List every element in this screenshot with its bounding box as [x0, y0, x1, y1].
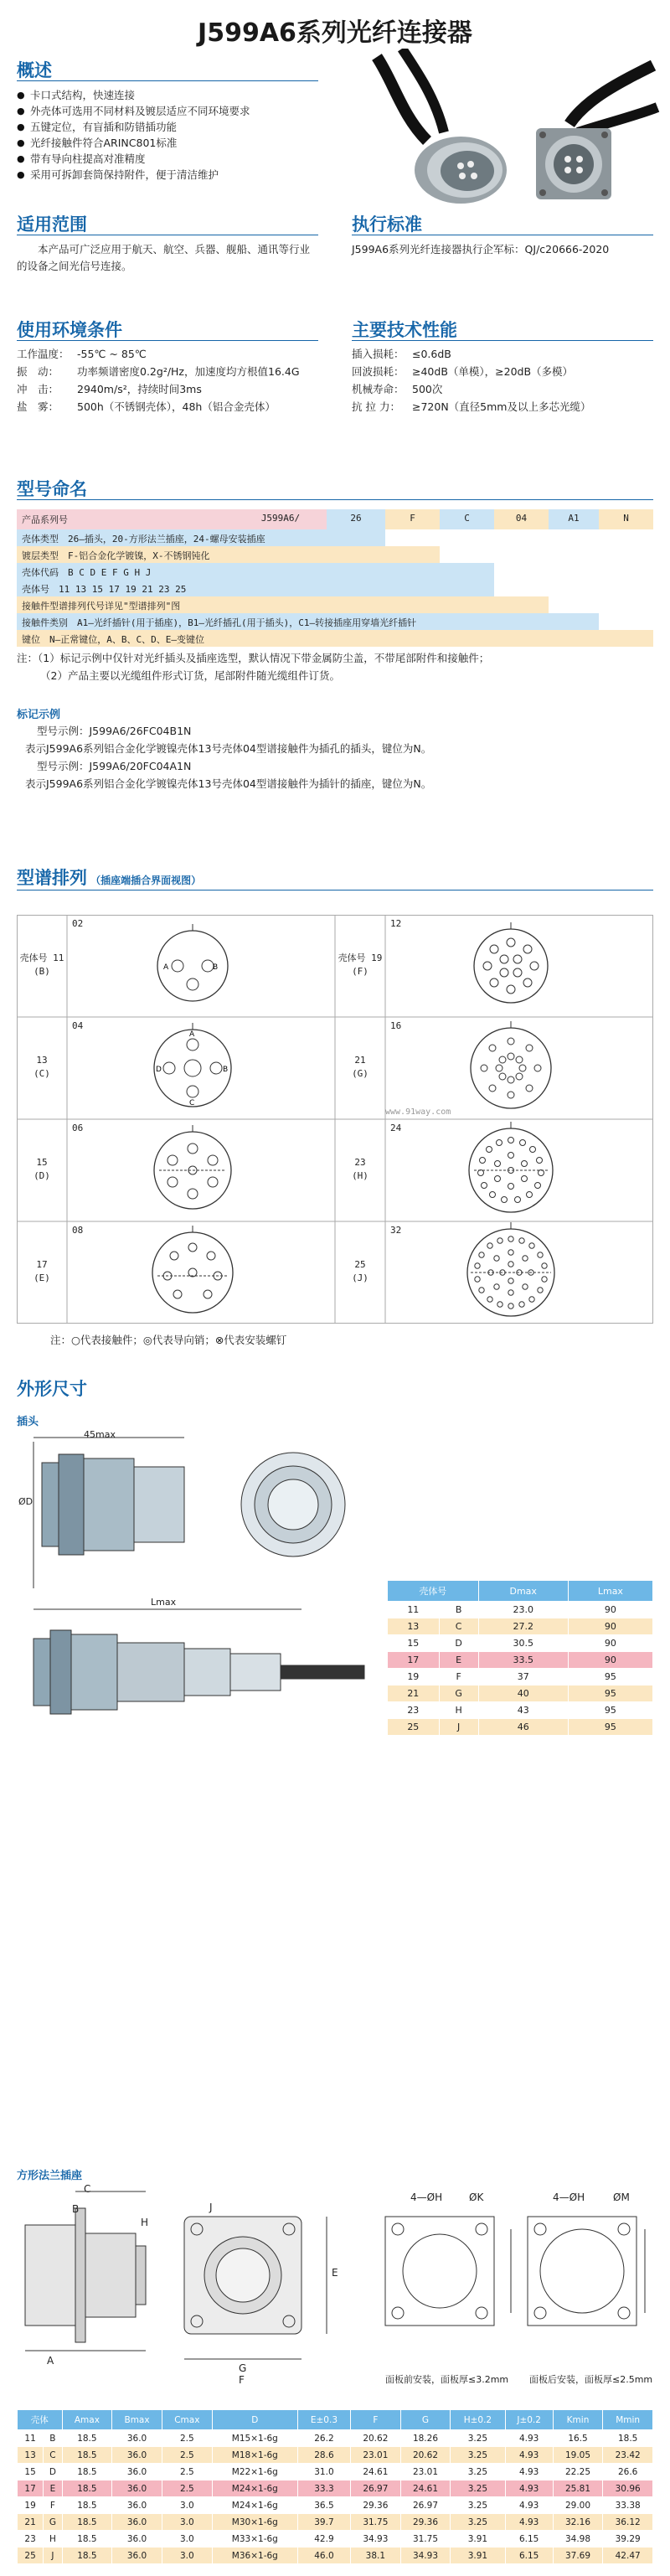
- table-cell: 29.00: [553, 2497, 603, 2514]
- table-cell: H: [44, 2531, 62, 2548]
- table-cell: 29.36: [400, 2514, 451, 2531]
- table-cell: 3.91: [451, 2531, 505, 2548]
- flange-th: F: [351, 2410, 401, 2430]
- overview-bullet: ● 外壳体可选用不同材料及镀层适应不同环境要求: [17, 103, 385, 119]
- table-cell: 31.75: [351, 2514, 401, 2531]
- flange-label-fixhole2: 4—ØH: [553, 2191, 585, 2203]
- spec-value: 500次: [412, 383, 443, 395]
- spec-key: 抗 拉 力：: [352, 400, 400, 413]
- scope-heading: 适用范围: [17, 214, 87, 235]
- env-value: 2940m/s²，持续时间3ms: [77, 383, 202, 395]
- layout-code: 16: [390, 1020, 402, 1031]
- table-cell: 4.93: [505, 2447, 553, 2464]
- flange-front-note: 面板前安装，面板厚≤3.2mm: [385, 2374, 509, 2385]
- table-cell: 36.0: [112, 2531, 162, 2548]
- flange-label-g: G: [239, 2362, 247, 2374]
- table-cell: 20.62: [400, 2447, 451, 2464]
- env-value: 功率频谱密度0.2g²/Hz，加速度均方根值16.4G: [77, 365, 300, 378]
- table-cell: 29.36: [351, 2497, 401, 2514]
- plug-len-label: 45max: [84, 1429, 116, 1440]
- model-header-cell: J599A6/: [234, 509, 327, 529]
- table-cell: 2.5: [162, 2430, 212, 2447]
- plug-table-wrap: [387, 1580, 653, 1736]
- layout-code: 04: [72, 1020, 84, 1031]
- env-key: 盐 雾：: [17, 400, 59, 413]
- table-cell: D: [44, 2464, 62, 2480]
- example-line: 型号示例：J599A6/26FC04B1N: [37, 725, 192, 737]
- overview-rule: [17, 80, 318, 81]
- table-cell: 25: [18, 2548, 44, 2564]
- examples-heading: 标记示例: [17, 709, 61, 721]
- table-cell: 4.93: [505, 2480, 553, 2497]
- flange-label-m: ØM: [613, 2191, 630, 2203]
- table-cell: F: [44, 2497, 62, 2514]
- model-header-cell: A1: [549, 509, 599, 529]
- spec-value: ≤0.6dB: [412, 348, 451, 360]
- table-cell: 18.5: [62, 2430, 112, 2447]
- model-row-label: 壳体代码: [22, 567, 59, 578]
- table-cell: 24.61: [400, 2480, 451, 2497]
- overview-bullet: ● 光纤接触件符合ARINC801标准: [17, 135, 385, 151]
- table-cell: M33×1-6g: [212, 2531, 297, 2548]
- table-cell: 3.91: [451, 2548, 505, 2564]
- layouts-rule: [17, 890, 653, 891]
- table-cell: 3.25: [451, 2480, 505, 2497]
- table-cell: 39.7: [297, 2514, 350, 2531]
- model-header-cell: C: [440, 509, 494, 529]
- table-cell: 38.1: [351, 2548, 401, 2564]
- specs-list: [352, 345, 662, 416]
- model-header-cell: 04: [494, 509, 549, 529]
- env-key: 冲 击：: [17, 383, 59, 395]
- layout-code: 06: [72, 1123, 84, 1133]
- example-line: 表示J599A6系列铝合金化学镀镍壳体13号壳体04型谱接触件为插针的插座，键位为N。: [25, 777, 432, 790]
- table-cell: 28.6: [297, 2447, 350, 2464]
- model-row-text: A1—光纤插针(用于插座)，B1—光纤插孔(用于插头)，C1—转接插座用穿墙光纤插针: [77, 617, 417, 628]
- layout-shell-label: 21 (G): [352, 1055, 368, 1079]
- product-photo: [368, 49, 662, 208]
- table-row: 25 J 46 95: [388, 1719, 653, 1736]
- model-row-text: F-铝合金化学镀镍，X-不锈钢钝化: [68, 550, 210, 561]
- overview-bullet: ● 五键定位，有盲插和防错插功能: [17, 119, 385, 135]
- table-cell: 26.97: [351, 2480, 401, 2497]
- model-row-text: 26—插头，20-方形法兰插座，24-螺母安装插座: [68, 534, 265, 545]
- table-row: 15 D 30.5 90: [388, 1635, 653, 1652]
- flange-label-j: J: [209, 2202, 213, 2213]
- table-cell: 3.25: [451, 2497, 505, 2514]
- svg-text:D: D: [156, 1066, 162, 1074]
- model-row: [17, 580, 494, 596]
- table-cell: 25.81: [553, 2480, 603, 2497]
- layout-code: 08: [72, 1225, 84, 1236]
- table-row: [18, 2514, 653, 2531]
- table-cell: 18.5: [62, 2531, 112, 2548]
- spec-key: 机械寿命：: [352, 383, 405, 395]
- table-cell: M22×1-6g: [212, 2464, 297, 2480]
- layouts-heading: 型谱排列: [17, 868, 87, 888]
- table-cell: 26.2: [297, 2430, 350, 2447]
- table-row: 11 B 23.0 90: [388, 1602, 653, 1618]
- table-cell: 36.5: [297, 2497, 350, 2514]
- table-cell: 22.25: [553, 2464, 603, 2480]
- table-row: 23 H 43 95: [388, 1702, 653, 1719]
- table-cell: M24×1-6g: [212, 2480, 297, 2497]
- table-cell: J: [44, 2548, 62, 2564]
- model-header-cell: F: [385, 509, 440, 529]
- layout-shell-label: 15 (D): [34, 1157, 50, 1181]
- table-cell: 4.93: [505, 2464, 553, 2480]
- table-cell: 17: [18, 2480, 44, 2497]
- env-key: 工作温度：: [17, 348, 70, 360]
- overview-heading: 概述: [17, 60, 52, 80]
- plug-th: 壳体号: [388, 1581, 479, 1602]
- layout-shell-label: 17 (E): [34, 1259, 50, 1283]
- model-row-label: 接触件类别: [22, 617, 68, 628]
- table-cell: 19: [18, 2497, 44, 2514]
- standard-heading: 执行标准: [352, 214, 422, 235]
- table-cell: 26.97: [400, 2497, 451, 2514]
- flange-th: Mmin: [603, 2410, 653, 2430]
- plug-l-label: Lmax: [151, 1597, 177, 1608]
- table-cell: 34.93: [351, 2531, 401, 2548]
- table-cell: M15×1-6g: [212, 2430, 297, 2447]
- layout-code: 12: [390, 918, 402, 929]
- layout-shell-label: 壳体号 19 (F): [338, 952, 383, 977]
- layouts-subheading: （插座端插合界面视图）: [90, 875, 202, 886]
- overview-bullet: ● 卡口式结构，快速连接: [17, 87, 385, 103]
- spec-key: 回波损耗：: [352, 365, 405, 378]
- env-value: -55℃ ~ 85℃: [77, 348, 147, 360]
- model-row-text: N—正常键位，A、B、C、D、E—变键位: [49, 634, 204, 645]
- example-line: 型号示例：J599A6/20FC04A1N: [37, 760, 192, 772]
- table-cell: 36.0: [112, 2514, 162, 2531]
- table-cell: 26.6: [603, 2464, 653, 2480]
- table-row: 13 C 27.2 90: [388, 1618, 653, 1635]
- layout-shell-label: 25 (J): [352, 1259, 368, 1283]
- flange-heading: 方形法兰插座: [17, 2170, 83, 2182]
- spec-value: ≥40dB（单模），≥20dB（多模）: [412, 365, 574, 378]
- table-cell: 16.5: [553, 2430, 603, 2447]
- table-row: [18, 2497, 653, 2514]
- layout-shell-label: 23 (H): [352, 1157, 368, 1181]
- table-cell: 18.26: [400, 2430, 451, 2447]
- table-cell: 3.25: [451, 2464, 505, 2480]
- table-row: 17 E 33.5 90: [388, 1652, 653, 1669]
- overview-list: [17, 87, 385, 183]
- scope-text: 本产品可广泛应用于航天、航空、兵器、舰船、通讯等行业的设备之间光信号连接。: [17, 243, 311, 272]
- table-cell: 23.01: [400, 2464, 451, 2480]
- table-cell: 23.01: [351, 2447, 401, 2464]
- env-key: 振 动：: [17, 365, 59, 378]
- environment-rule: [17, 340, 318, 341]
- flange-th: G: [400, 2410, 451, 2430]
- table-cell: 3.0: [162, 2531, 212, 2548]
- table-cell: 33.38: [603, 2497, 653, 2514]
- model-note: （2）产品主要以光缆组件形式订货，尾部附件随光缆组件订货。: [40, 669, 340, 682]
- flange-th: D: [212, 2410, 297, 2430]
- plug-th: Dmax: [478, 1581, 568, 1602]
- layouts-heading-row: [17, 865, 201, 890]
- model-row: [17, 563, 494, 580]
- flange-label-k: ØK: [469, 2191, 484, 2203]
- table-cell: 36.0: [112, 2447, 162, 2464]
- flange-rear-note: 面板后安装，面板厚≤2.5mm: [529, 2374, 653, 2385]
- layout-code: 24: [390, 1123, 402, 1133]
- table-cell: 30.96: [603, 2480, 653, 2497]
- table-cell: 31.75: [400, 2531, 451, 2548]
- layout-code: 02: [72, 918, 84, 929]
- specs-heading: 主要技术性能: [352, 320, 457, 340]
- overview-bullet: ● 采用可拆卸套筒保持附件，便于清洁维护: [17, 167, 385, 183]
- model-note: 注：（1）标记示例中仅针对光纤插头及插座选型，默认情况下带金属防尘盖，不带尾部附件和接触件；: [17, 652, 490, 664]
- table-cell: 36.0: [112, 2464, 162, 2480]
- table-cell: 31.0: [297, 2464, 350, 2480]
- table-cell: M18×1-6g: [212, 2447, 297, 2464]
- model-row: [17, 546, 440, 563]
- model-header-row: [17, 509, 653, 529]
- spec-value: ≥720N（直径5mm及以上多芯光缆）: [412, 400, 591, 413]
- table-cell: 18.5: [62, 2464, 112, 2480]
- table-row: 19 F 37 95: [388, 1669, 653, 1685]
- table-cell: 18.5: [62, 2497, 112, 2514]
- standard-text: J599A6系列光纤连接器执行企军标：QJ/c20666-2020: [352, 243, 610, 256]
- table-cell: 18.5: [62, 2447, 112, 2464]
- table-cell: 4.93: [505, 2514, 553, 2531]
- example-line: 表示J599A6系列铝合金化学镀镍壳体13号壳体04型谱接触件为插孔的插头，键位为N。: [25, 742, 432, 755]
- table-cell: 42.9: [297, 2531, 350, 2548]
- layout-shell-label: 壳体号 11 (B): [19, 952, 64, 977]
- flange-label-e: E: [332, 2267, 338, 2279]
- model-header-cell: 产品系列号: [17, 509, 234, 529]
- table-cell: 2.5: [162, 2480, 212, 2497]
- layout-code: 32: [390, 1225, 402, 1236]
- table-cell: M36×1-6g: [212, 2548, 297, 2564]
- table-cell: 36.0: [112, 2548, 162, 2564]
- table-cell: 20.62: [351, 2430, 401, 2447]
- table-cell: 2.5: [162, 2464, 212, 2480]
- table-cell: 33.3: [297, 2480, 350, 2497]
- table-cell: 34.93: [400, 2548, 451, 2564]
- table-cell: 6.15: [505, 2548, 553, 2564]
- svg-text:A: A: [189, 1030, 195, 1039]
- table-cell: 36.12: [603, 2514, 653, 2531]
- table-cell: 3.0: [162, 2514, 212, 2531]
- flange-label-fixhole1: 4—ØH: [410, 2191, 443, 2203]
- table-row: [18, 2480, 653, 2497]
- plug-table: [387, 1580, 653, 1736]
- environment-list: [17, 345, 327, 416]
- table-cell: 3.0: [162, 2497, 212, 2514]
- svg-text:A: A: [163, 963, 169, 972]
- flange-label-c: C: [84, 2183, 91, 2195]
- layouts-grid: [17, 915, 653, 1324]
- table-cell: G: [44, 2514, 62, 2531]
- table-cell: E: [44, 2480, 62, 2497]
- plug-heading: 插头: [17, 1416, 39, 1428]
- svg-text:C: C: [189, 1099, 195, 1107]
- svg-text:B: B: [213, 963, 219, 972]
- table-cell: 46.0: [297, 2548, 350, 2564]
- table-cell: 3.0: [162, 2548, 212, 2564]
- layouts-legend: 注：○代表接触件；◎代表导向销；⊗代表安装螺钉: [50, 1334, 287, 1346]
- flange-th: E±0.3: [297, 2410, 350, 2430]
- table-cell: M30×1-6g: [212, 2514, 297, 2531]
- table-cell: 39.29: [603, 2531, 653, 2548]
- table-cell: B: [44, 2430, 62, 2447]
- overview-bullet: ● 带有导向柱提高对准精度: [17, 151, 385, 167]
- table-cell: 18.5: [62, 2514, 112, 2531]
- model-table: [17, 509, 653, 647]
- spec-key: 插入损耗：: [352, 348, 405, 360]
- page-title: J599A6系列光纤连接器: [198, 18, 472, 48]
- model-row-label: 镀层类型: [22, 550, 59, 561]
- flange-table-wrap: [17, 2409, 653, 2564]
- flange-th: Cmax: [162, 2410, 212, 2430]
- layout-shell-label: 13 (C): [34, 1055, 50, 1079]
- table-cell: 32.16: [553, 2514, 603, 2531]
- table-cell: 4.93: [505, 2497, 553, 2514]
- table-cell: 19.05: [553, 2447, 603, 2464]
- table-cell: 36.0: [112, 2430, 162, 2447]
- table-row: [18, 2548, 653, 2564]
- model-header-cell: N: [599, 509, 653, 529]
- model-row: [17, 596, 549, 613]
- table-cell: 3.25: [451, 2430, 505, 2447]
- svg-text:B: B: [223, 1066, 229, 1074]
- table-row: 21 G 40 95: [388, 1685, 653, 1702]
- flange-table: [17, 2409, 653, 2564]
- table-cell: 24.61: [351, 2464, 401, 2480]
- environment-heading: 使用环境条件: [17, 320, 122, 340]
- model-header-cell: 26: [327, 509, 385, 529]
- table-cell: 23.42: [603, 2447, 653, 2464]
- table-cell: 3.25: [451, 2514, 505, 2531]
- plug-th: Lmax: [568, 1581, 652, 1602]
- table-cell: 21: [18, 2514, 44, 2531]
- plug-drawing: [17, 1429, 368, 1747]
- flange-label-h: H: [141, 2217, 149, 2228]
- table-cell: 13: [18, 2447, 44, 2464]
- table-cell: 36.0: [112, 2480, 162, 2497]
- flange-drawing: [17, 2183, 653, 2393]
- flange-th: 壳体: [18, 2410, 63, 2430]
- table-row: [18, 2531, 653, 2548]
- table-cell: C: [44, 2447, 62, 2464]
- flange-label-b: B: [72, 2203, 80, 2215]
- examples-list: [17, 722, 653, 792]
- model-heading: 型号命名: [17, 479, 87, 499]
- model-row: [17, 630, 653, 647]
- table-cell: 34.98: [553, 2531, 603, 2548]
- table-cell: 18.5: [62, 2480, 112, 2497]
- model-row-label: 键位: [22, 634, 40, 645]
- table-cell: 18.5: [603, 2430, 653, 2447]
- flange-th: Amax: [62, 2410, 112, 2430]
- watermark: www.91way.com: [385, 1107, 451, 1117]
- flange-th: Bmax: [112, 2410, 162, 2430]
- table-cell: 3.25: [451, 2447, 505, 2464]
- model-row-label: 壳体号: [22, 584, 49, 595]
- flange-label-a: A: [47, 2355, 54, 2367]
- model-row-label: 壳体类型: [22, 534, 59, 545]
- plug-dia-label: ØD: [18, 1496, 34, 1507]
- table-cell: 23: [18, 2531, 44, 2548]
- table-cell: M24×1-6g: [212, 2497, 297, 2514]
- table-row: [18, 2430, 653, 2447]
- table-cell: 37.69: [553, 2548, 603, 2564]
- specs-rule: [352, 340, 653, 341]
- table-row: [18, 2464, 653, 2480]
- flange-th: J±0.2: [505, 2410, 553, 2430]
- env-value: 500h（不锈钢壳体），48h（铝合金壳体）: [77, 400, 276, 413]
- flange-label-f: F: [239, 2374, 245, 2386]
- flange-th: Kmin: [553, 2410, 603, 2430]
- model-row-text: 11 13 15 17 19 21 23 25: [59, 584, 187, 595]
- table-row: [18, 2447, 653, 2464]
- table-cell: 18.5: [62, 2548, 112, 2564]
- table-cell: 4.93: [505, 2430, 553, 2447]
- model-row: [17, 613, 599, 630]
- flange-th: H±0.2: [451, 2410, 505, 2430]
- model-row-text: B C D E F G H J: [68, 567, 152, 578]
- table-cell: 6.15: [505, 2531, 553, 2548]
- model-rule: [17, 499, 653, 500]
- model-row-label: 接触件型谱排列代号详见"型谱排列"图: [22, 601, 181, 612]
- table-cell: 2.5: [162, 2447, 212, 2464]
- table-cell: 36.0: [112, 2497, 162, 2514]
- dimensions-heading: 外形尺寸: [17, 1379, 87, 1399]
- table-cell: 15: [18, 2464, 44, 2480]
- model-notes: [17, 649, 653, 684]
- flange-table-body: [18, 2430, 653, 2564]
- table-cell: 42.47: [603, 2548, 653, 2564]
- table-cell: 11: [18, 2430, 44, 2447]
- model-row: [17, 529, 385, 546]
